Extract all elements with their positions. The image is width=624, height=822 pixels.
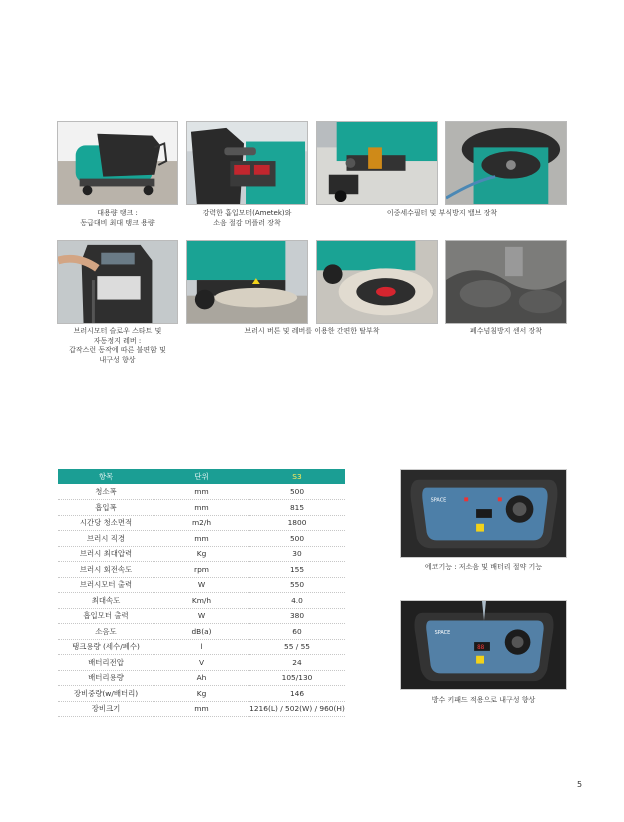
photo-suction-motor (186, 121, 308, 205)
spec-value: 550 (249, 577, 345, 593)
table-row (58, 701, 345, 717)
spec-value: 4.0 (249, 593, 345, 609)
header-item: 항목 (58, 469, 154, 484)
table-row (58, 577, 345, 593)
spec-item: 브러시 직경 (58, 531, 154, 547)
spec-header-row (58, 469, 345, 484)
photo-overflow-sensor (445, 240, 567, 324)
caption-brush-motor (52, 327, 183, 365)
spec-body (58, 484, 345, 717)
table-row (58, 531, 345, 547)
spec-item: 장비중량(w/배터리) (58, 686, 154, 702)
spec-value: 1800 (249, 515, 345, 531)
spec-unit: Kg (154, 686, 249, 702)
panel-brand-text: SPACE (430, 497, 447, 504)
spec-unit: mm (154, 531, 249, 547)
photo-control-panel-eco (400, 469, 567, 558)
spec-value: 30 (249, 546, 345, 562)
spec-unit: m2/h (154, 515, 249, 531)
caption-line: 동급대비 최대 탱크 용량 (80, 218, 155, 227)
caption-line: 갑작스런 동작에 따른 불편함 및 (69, 346, 166, 354)
spec-item: 배터리용량 (58, 670, 154, 686)
table-row (58, 624, 345, 640)
spec-item: 브러시 최대압력 (58, 546, 154, 562)
table-row (58, 562, 345, 578)
photo-filter-valve (316, 121, 438, 205)
table-row (58, 639, 345, 655)
page-number: 5 (577, 780, 583, 789)
caption-line: 소음 절감 머플러 장착 (213, 218, 281, 227)
spec-unit: W (154, 608, 249, 624)
spec-item: 소음도 (58, 624, 154, 640)
table-row (58, 608, 345, 624)
spec-item: 배터리전압 (58, 655, 154, 671)
caption-tank (57, 209, 178, 228)
photo-brush-button (186, 240, 308, 324)
spec-table (58, 469, 345, 717)
photo-overflow-valve (445, 121, 567, 205)
spec-value: 24 (249, 655, 345, 671)
caption-line: 폐수넘침방지 센서 장착 (469, 327, 543, 335)
table-row (58, 593, 345, 609)
spec-item: 흡입모터 출력 (58, 608, 154, 624)
header-model: S3 (249, 469, 345, 484)
caption-suction-motor (186, 209, 308, 228)
photo-brush-motor (57, 240, 178, 324)
spec-item: 브러시모터 출력 (58, 577, 154, 593)
spec-item: 장비크기 (58, 701, 154, 717)
spec-unit: dB(a) (154, 624, 249, 640)
caption-line: 내구성 향상 (99, 355, 136, 364)
spec-value: 380 (249, 608, 345, 624)
panel-brand-text: SPACE (434, 630, 451, 637)
table-row (58, 484, 345, 500)
spec-value: 500 (249, 484, 345, 500)
table-row (58, 515, 345, 531)
spec-unit: rpm (154, 562, 249, 578)
photo-control-panel-waterproof (400, 600, 567, 690)
spec-unit: mm (154, 500, 249, 516)
spec-value: 55 / 55 (249, 639, 345, 655)
caption-line: 자동정지 레버 : (93, 336, 142, 345)
caption-line: 대용량 탱크 : (97, 209, 138, 217)
spec-value: 105/130 (249, 670, 345, 686)
caption-line: 이중세수필터 및 부식방지 밸브 장착 (386, 209, 498, 217)
table-row (58, 670, 345, 686)
spec-value: 60 (249, 624, 345, 640)
spec-item: 탱크용량 (세수/폐수) (58, 639, 154, 655)
spec-unit: Ah (154, 670, 249, 686)
photo-brush-lever (316, 240, 438, 324)
table-row (58, 655, 345, 671)
caption-filter-valve (340, 209, 544, 219)
spec-unit: Kg (154, 546, 249, 562)
caption-line: 브러시모터 슬로우 스타트 및 (73, 327, 162, 335)
caption-brush-attach (214, 327, 410, 337)
caption-overflow-sensor (445, 327, 567, 337)
caption-eco-function: 에코기능 : 저소음 및 배터리 절약 기능 (424, 563, 543, 571)
header-unit: 단위 (154, 469, 249, 484)
spec-unit: l (154, 639, 249, 655)
spec-unit: Km/h (154, 593, 249, 609)
spec-unit: W (154, 577, 249, 593)
spec-value: 146 (249, 686, 345, 702)
caption-line: 브러시 버튼 및 레버를 이용한 간편한 탈부착 (244, 327, 380, 335)
spec-unit: mm (154, 701, 249, 717)
spec-item: 흡입폭 (58, 500, 154, 516)
spec-item: 시간당 청소면적 (58, 515, 154, 531)
spec-value: 815 (249, 500, 345, 516)
spec-item: 청소폭 (58, 484, 154, 500)
table-row (58, 546, 345, 562)
caption-waterproof-keypad: 방수 키패드 적용으로 내구성 향상 (431, 696, 536, 704)
spec-item: 브러시 회전속도 (58, 562, 154, 578)
spec-item: 최대속도 (58, 593, 154, 609)
photo-tank (57, 121, 178, 205)
spec-unit: mm (154, 484, 249, 500)
spec-value: 500 (249, 531, 345, 547)
spec-value: 155 (249, 562, 345, 578)
spec-unit: V (154, 655, 249, 671)
table-row (58, 500, 345, 516)
caption-line: 강력한 흡입모터(Ametek)와 (202, 209, 292, 217)
panel-display-text: 88 (477, 644, 485, 651)
spec-value: 1216(L) / 502(W) / 960(H) (249, 701, 345, 717)
table-row (58, 686, 345, 702)
